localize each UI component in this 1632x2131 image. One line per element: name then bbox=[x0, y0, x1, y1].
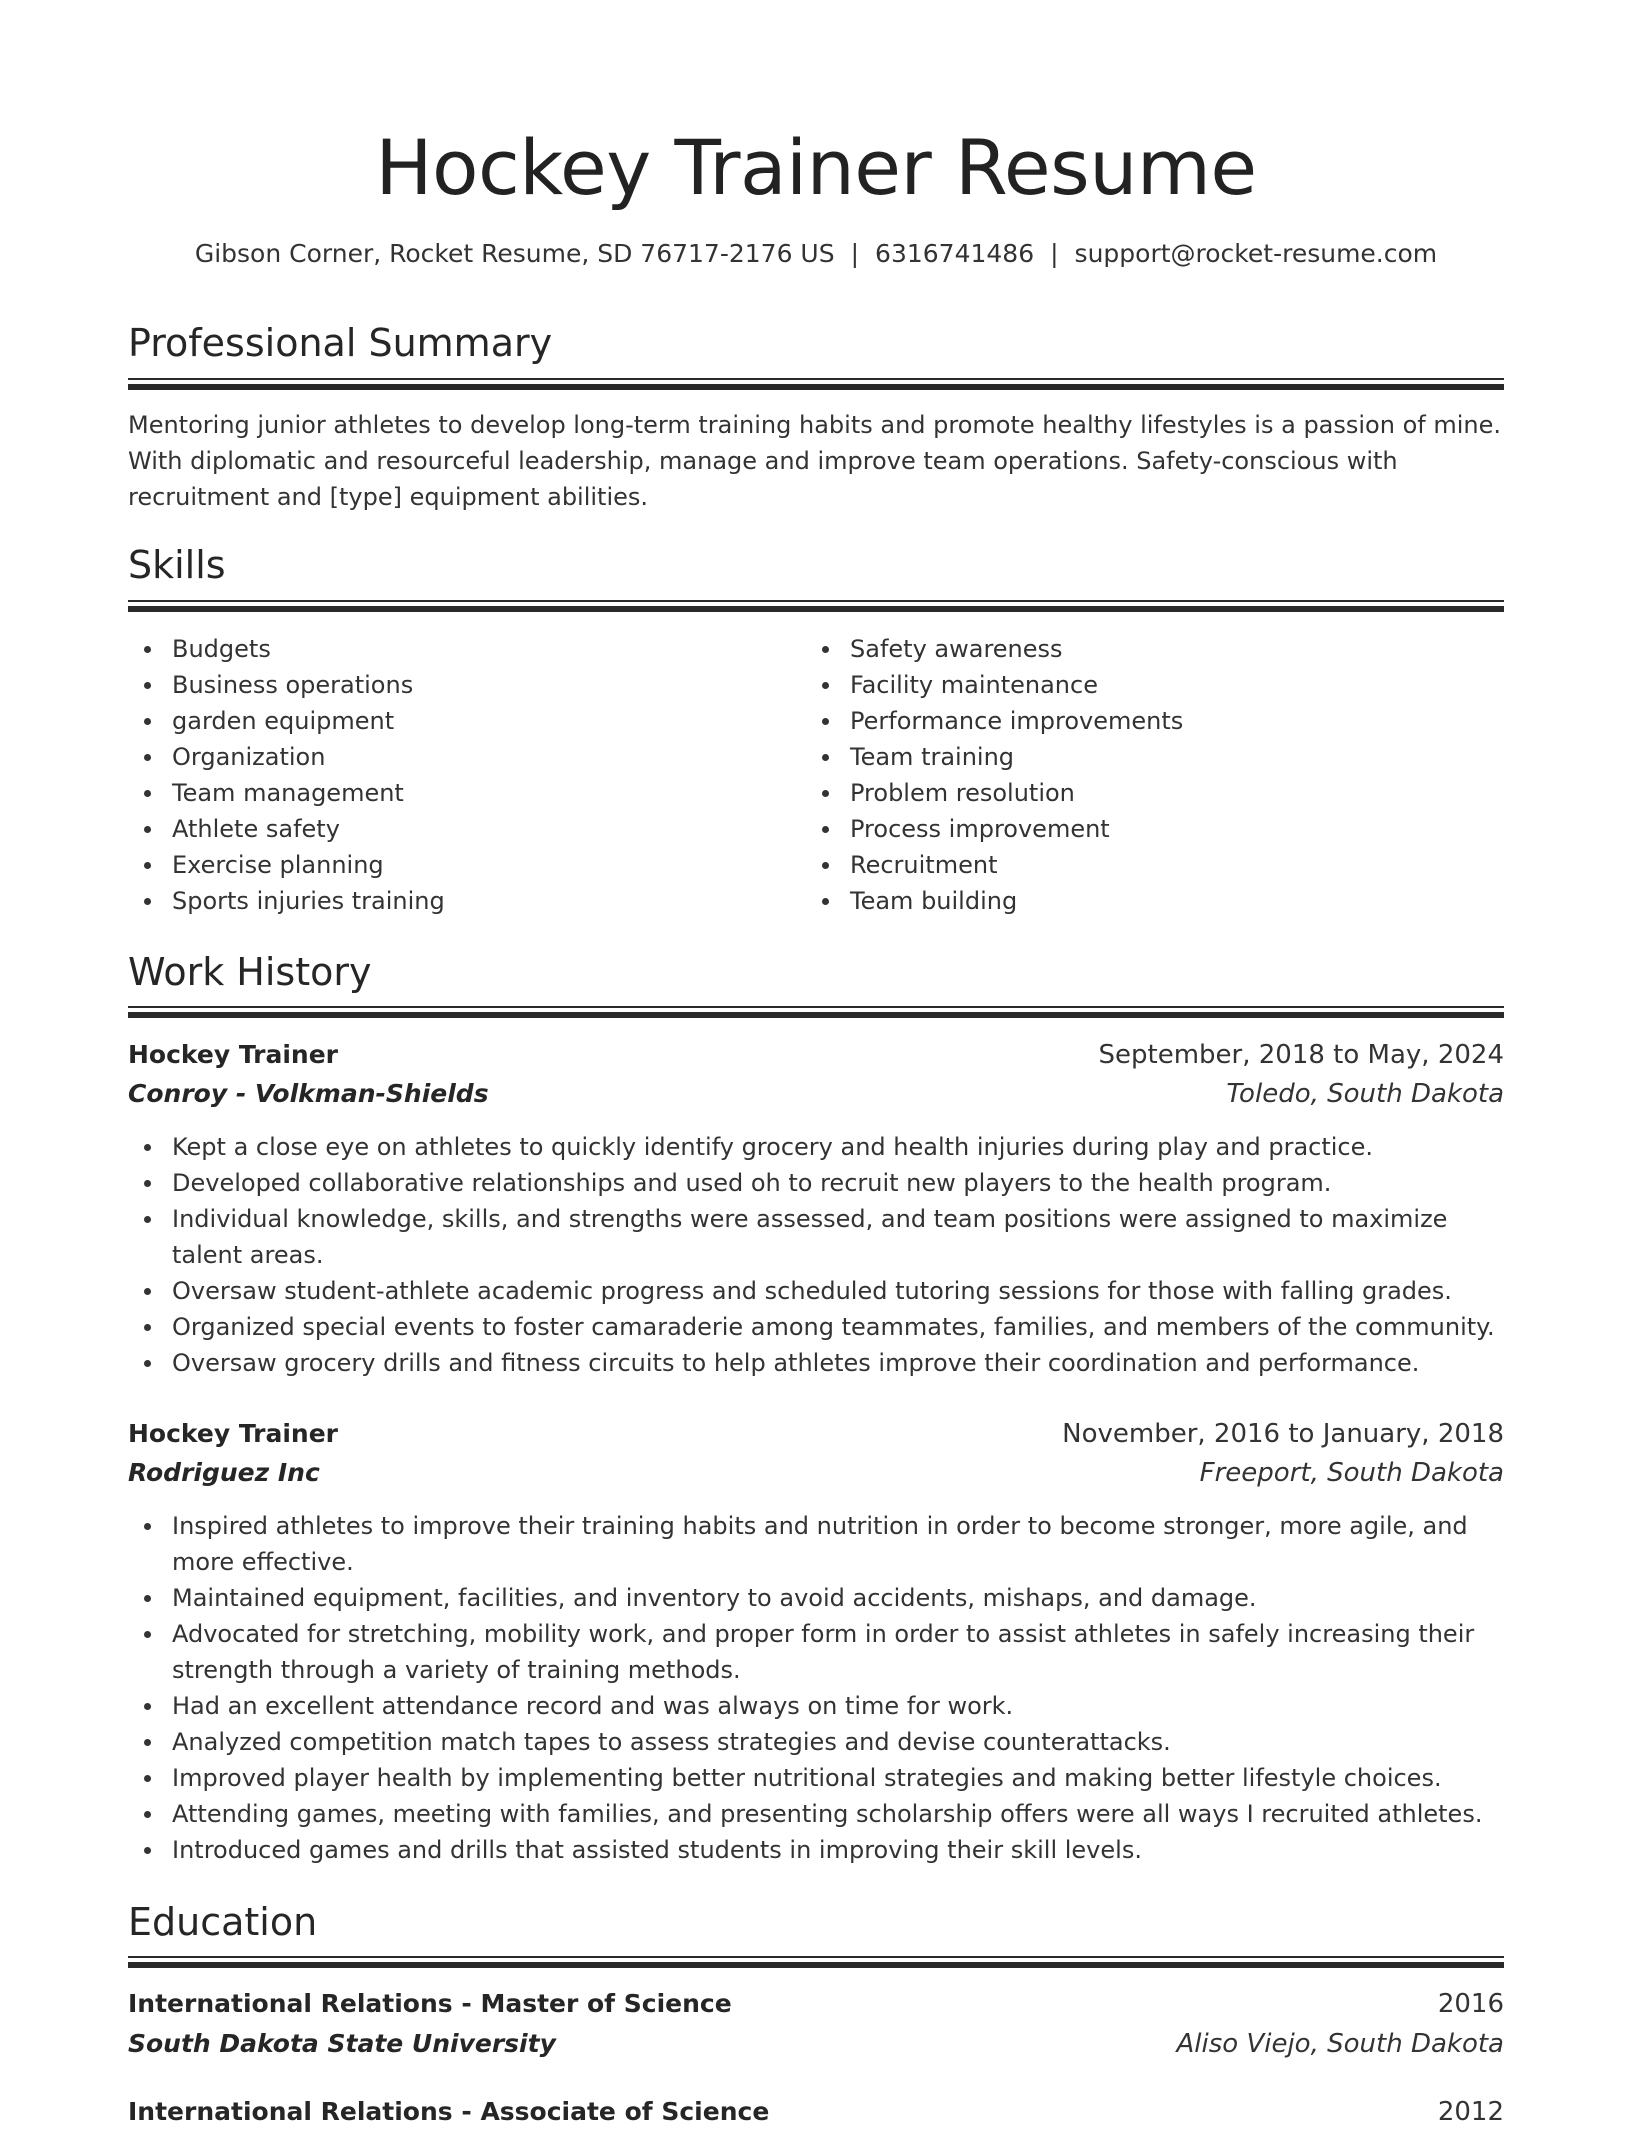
job-dates: November, 2016 to January, 2018 bbox=[1062, 1419, 1504, 1449]
job-bullets bbox=[128, 1508, 1504, 1868]
work-divider bbox=[128, 1006, 1504, 1018]
job-location: Toledo, South Dakota bbox=[1226, 1079, 1504, 1109]
job-title: Hockey Trainer bbox=[128, 1419, 338, 1448]
education-year: 2016 bbox=[1437, 1989, 1504, 2019]
job-dates: September, 2018 to May, 2024 bbox=[1098, 1040, 1504, 1070]
contact-separator: | bbox=[1050, 239, 1059, 268]
contact-line bbox=[128, 236, 1504, 272]
work-heading: Work History bbox=[128, 950, 372, 994]
job-bullet: Organized special events to foster camaraderie among teammates, families, and members of the community. bbox=[172, 1309, 1504, 1345]
education-heading: Education bbox=[128, 1900, 318, 1944]
summary-heading: Professional Summary bbox=[128, 321, 553, 365]
job-location: Freeport, South Dakota bbox=[1199, 1458, 1504, 1488]
job-bullet: Improved player health by implementing better nutritional strategies and making better lifestyle choices. bbox=[172, 1760, 1504, 1796]
skill-item: garden equipment bbox=[172, 703, 802, 739]
skill-item: Recruitment bbox=[850, 847, 1490, 883]
skills-heading: Skills bbox=[128, 543, 226, 587]
contact-address: Gibson Corner, Rocket Resume, SD 76717-2176 US bbox=[194, 239, 835, 268]
education-degree: International Relations - Associate of Science bbox=[128, 2097, 770, 2126]
job-bullet: Individual knowledge, skills, and strengths were assessed, and team positions were assigned to maximize talent areas. bbox=[172, 1201, 1504, 1273]
job-bullet: Oversaw grocery drills and fitness circuits to help athletes improve their coordination and performance. bbox=[172, 1345, 1504, 1381]
skill-item: Organization bbox=[172, 739, 802, 775]
job-bullet: Attending games, meeting with families, and presenting scholarship offers were all ways I recruited athletes. bbox=[172, 1796, 1504, 1832]
job-bullet: Inspired athletes to improve their training habits and nutrition in order to become stronger, more agile, and more effective. bbox=[172, 1508, 1504, 1580]
skills-list-right bbox=[806, 631, 1490, 919]
skill-item: Safety awareness bbox=[850, 631, 1490, 667]
skill-item: Performance improvements bbox=[850, 703, 1490, 739]
job-bullet: Analyzed competition match tapes to assess strategies and devise counterattacks. bbox=[172, 1724, 1504, 1760]
job-bullet: Developed collaborative relationships and used oh to recruit new players to the health program. bbox=[172, 1165, 1504, 1201]
skill-item: Business operations bbox=[172, 667, 802, 703]
job-title-row bbox=[128, 1036, 1504, 1074]
skill-item: Budgets bbox=[172, 631, 802, 667]
education-degree-row bbox=[128, 1985, 1504, 2023]
job-company-row bbox=[128, 1454, 1504, 1492]
job-bullets bbox=[128, 1129, 1504, 1381]
skill-item: Team management bbox=[172, 775, 802, 811]
job-company: Conroy - Volkman-Shields bbox=[128, 1079, 489, 1108]
contact-separator: | bbox=[850, 239, 860, 268]
resume-title: Hockey Trainer Resume bbox=[375, 123, 1257, 212]
job-title-row bbox=[128, 1415, 1504, 1453]
job-bullet: Had an excellent attendance record and was always on time for work. bbox=[172, 1688, 1504, 1724]
resume-page bbox=[128, 0, 1504, 2127]
education-school: South Dakota State University bbox=[128, 2029, 556, 2058]
job-bullet: Kept a close eye on athletes to quickly identify grocery and health injuries during play and practice. bbox=[172, 1129, 1504, 1165]
education-degree: International Relations - Master of Science bbox=[128, 1989, 732, 2018]
skill-item: Athlete safety bbox=[172, 811, 802, 847]
summary-text: Mentoring junior athletes to develop long-term training habits and promote healthy lifestyles is a passion of mine. With diplomatic and resourceful leadership, manage and improve team operations. Safety-conscious with recruitment and [type] equipment abilities. bbox=[128, 411, 1501, 511]
job-bullet: Maintained equipment, facilities, and inventory to avoid accidents, mishaps, and damage. bbox=[172, 1580, 1504, 1616]
skills-divider bbox=[128, 600, 1504, 612]
contact-email: support@rocket-resume.com bbox=[1074, 239, 1438, 268]
education-degree-row bbox=[128, 2093, 1504, 2131]
education-divider bbox=[128, 1956, 1504, 1968]
education-school-row bbox=[128, 2025, 1504, 2063]
job-company: Rodriguez Inc bbox=[128, 1458, 320, 1487]
contact-phone: 6316741486 bbox=[875, 239, 1035, 268]
education-year: 2012 bbox=[1437, 2097, 1504, 2127]
skills-list-left bbox=[128, 631, 802, 919]
skill-item: Exercise planning bbox=[172, 847, 802, 883]
skill-item: Problem resolution bbox=[850, 775, 1490, 811]
job-bullet: Advocated for stretching, mobility work, and proper form in order to assist athletes in safely increasing their strength through a variety of training methods. bbox=[172, 1616, 1504, 1688]
skill-item: Sports injuries training bbox=[172, 883, 802, 919]
job-bullet: Oversaw student-athlete academic progress and scheduled tutoring sessions for those with falling grades. bbox=[172, 1273, 1504, 1309]
education-location: Aliso Viejo, South Dakota bbox=[1176, 2029, 1504, 2059]
job-title: Hockey Trainer bbox=[128, 1040, 338, 1069]
skill-item: Facility maintenance bbox=[850, 667, 1490, 703]
job-company-row bbox=[128, 1075, 1504, 1113]
skill-item: Team building bbox=[850, 883, 1490, 919]
summary-divider bbox=[128, 378, 1504, 390]
job-bullet: Introduced games and drills that assisted students in improving their skill levels. bbox=[172, 1832, 1504, 1868]
skill-item: Process improvement bbox=[850, 811, 1490, 847]
skill-item: Team training bbox=[850, 739, 1490, 775]
